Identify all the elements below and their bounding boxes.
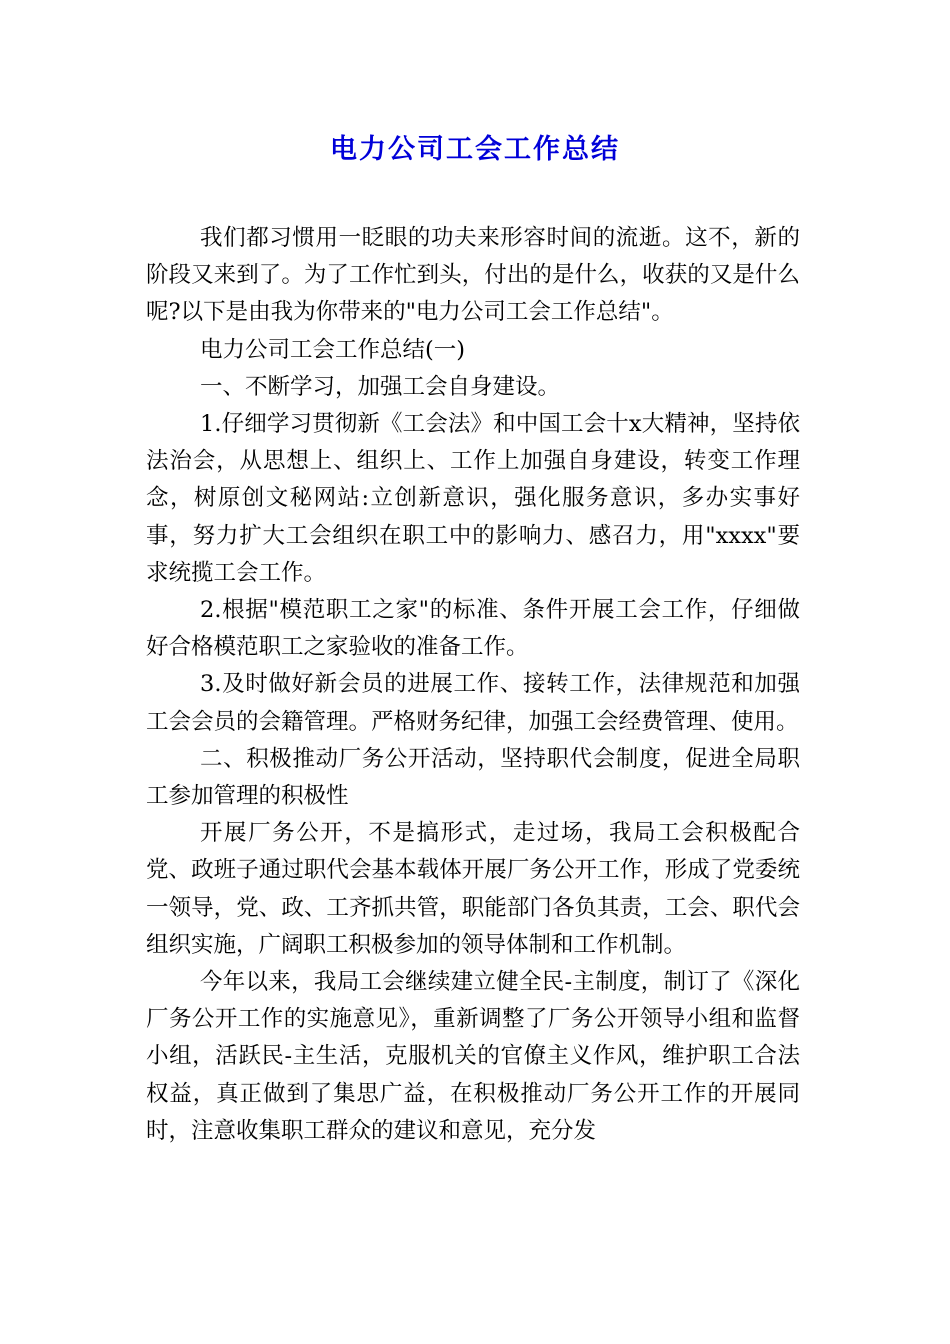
paragraph-this-year: 今年以来，我局工会继续建立健全民-主制度，制订了《深化厂务公开工作的实施意见》，重新调整了厂务公开领导小组和监督小组，活跃民-主生活，克服机关的官僚主义作风，维护职工合法权益，真正做到了集思广益，在积极推动厂务公开工作的开展同时，注意收集职工群众的建议和意见，充分发	[146, 969, 800, 1144]
document-title: 电力公司工会工作总结	[330, 134, 620, 165]
paragraph-subtitle: 电力公司工会工作总结(一)	[200, 336, 466, 363]
section-heading-2: 二、积极推动厂务公开活动，坚持职代会制度，促进全局职工参加管理的积极性	[146, 745, 800, 810]
document-body	[146, 220, 800, 1150]
paragraph-item-2: 2.根据"模范职工之家"的标准、条件开展工会工作，仔细做好合格模范职工之家验收的准备工作。	[146, 597, 800, 661]
paragraph-factory-affairs: 开展厂务公开，不是搞形式，走过场，我局工会积极配合党、政班子通过职代会基本载体开展厂务公开工作，形成了党委统一领导，党、政、工齐抓共管，职能部门各负其责，工会、职代会组织实施，广阔职工积极参加的领导体制和工作机制。	[146, 820, 800, 958]
paragraph-item-3: 3.及时做好新会员的进展工作、接转工作，法律规范和加强工会会员的会籍管理。严格财务纪律，加强工会经费管理、使用。	[146, 671, 800, 735]
paragraph-intro: 我们都习惯用一眨眼的功夫来形容时间的流逝。这不，新的阶段又来到了。为了工作忙到头，付出的是什么，收获的又是什么呢?以下是由我为你带来的"电力公司工会工作总结"。	[146, 225, 800, 326]
paragraph-item-1: 1.仔细学习贯彻新《工会法》和中国工会十x大精神，坚持依法治会，从思想上、组织上、工作上加强自身建设，转变工作理念，树原创文秘网站:立创新意识，强化服务意识，多办实事好事，努力扩大工会组织在职工中的影响力、感召力，用"xxxx"要求统揽工会工作。	[146, 411, 800, 586]
section-heading-1: 一、不断学习，加强工会自身建设。	[200, 373, 561, 400]
